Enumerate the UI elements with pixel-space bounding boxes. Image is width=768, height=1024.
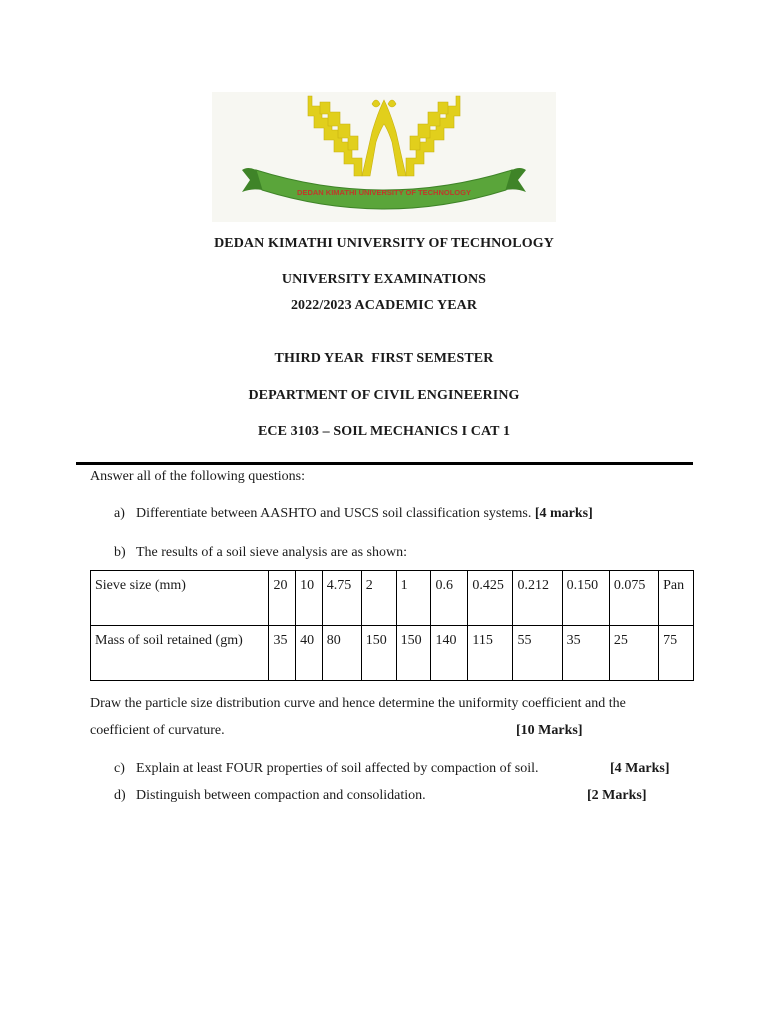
question-c-label: c)	[114, 761, 125, 776]
mass-cell: 80	[322, 626, 361, 681]
sieve-size-cell: 2	[361, 571, 396, 626]
header-divider	[76, 462, 693, 465]
mass-cell: 75	[659, 626, 694, 681]
mass-cell: 150	[361, 626, 396, 681]
question-b-text: The results of a soil sieve analysis are as shown:	[136, 545, 407, 560]
department: DEPARTMENT OF CIVIL ENGINEERING	[248, 388, 520, 403]
question-b-instruction-line2: coefficient of curvature.	[90, 723, 225, 738]
mass-cell: 150	[396, 626, 431, 681]
sieve-size-cell: 0.212	[513, 571, 562, 626]
mass-cell: 115	[468, 626, 513, 681]
university-name: DEDAN KIMATHI UNIVERSITY OF TECHNOLOGY	[214, 236, 554, 251]
mass-cell: 40	[296, 626, 323, 681]
sieve-analysis-table	[90, 570, 694, 681]
university-logo	[212, 92, 556, 222]
question-c-text: Explain at least FOUR properties of soil affected by compaction of soil.	[136, 761, 539, 776]
sieve-size-cell: 4.75	[322, 571, 361, 626]
mass-cell: 35	[562, 626, 609, 681]
sieve-size-cell: 10	[296, 571, 323, 626]
question-d-label: d)	[114, 788, 126, 803]
sieve-size-cell: Pan	[659, 571, 694, 626]
logo-ribbon-text: DEDAN KIMATHI UNIVERSITY OF TECHNOLOGY	[297, 188, 471, 197]
sieve-size-cell: 20	[269, 571, 296, 626]
mass-cell: 140	[431, 626, 468, 681]
question-d-marks: [2 Marks]	[587, 788, 647, 803]
question-a	[136, 506, 593, 522]
question-d-text: Distinguish between compaction and consolidation.	[136, 788, 426, 803]
academic-year: 2022/2023 ACADEMIC YEAR	[290, 298, 478, 313]
sieve-size-cell: 0.150	[562, 571, 609, 626]
mass-cell: 55	[513, 626, 562, 681]
sieve-size-cell: 1	[396, 571, 431, 626]
mass-retained-header: Mass of soil retained (gm)	[91, 626, 269, 681]
table-row	[91, 571, 694, 626]
question-b-instruction-line1: Draw the particle size distribution curve and hence determine the uniformity coefficient and the	[90, 696, 626, 711]
exam-title: UNIVERSITY EXAMINATIONS	[281, 272, 487, 287]
question-a-label: a)	[114, 506, 125, 521]
mass-cell: 25	[609, 626, 658, 681]
sieve-size-header: Sieve size (mm)	[91, 571, 269, 626]
question-b-label: b)	[114, 545, 126, 560]
question-b-marks: [10 Marks]	[516, 723, 583, 738]
sieve-size-cell: 0.6	[431, 571, 468, 626]
question-a-text: Differentiate between AASHTO and USCS soil classification systems.	[136, 506, 532, 521]
instructions: Answer all of the following questions:	[90, 469, 306, 484]
semester: THIRD YEAR FIRST SEMESTER	[274, 351, 494, 366]
sieve-size-cell: 0.425	[468, 571, 513, 626]
course-title: ECE 3103 – SOIL MECHANICS I CAT 1	[257, 424, 511, 439]
question-c-marks: [4 Marks]	[610, 761, 670, 776]
mass-cell: 35	[269, 626, 296, 681]
question-a-marks: [4 marks]	[534, 506, 593, 521]
table-row	[91, 626, 694, 681]
sieve-size-cell: 0.075	[609, 571, 658, 626]
